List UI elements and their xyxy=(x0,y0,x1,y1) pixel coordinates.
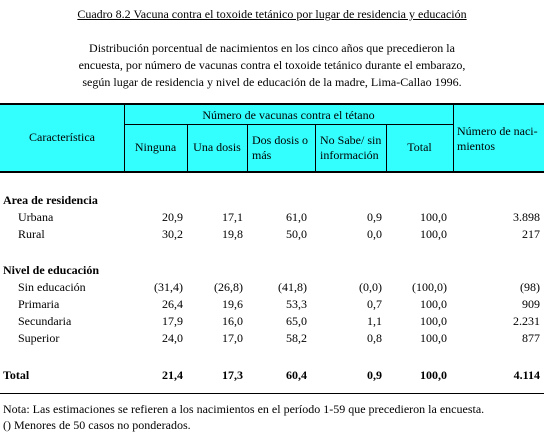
table-row xyxy=(0,209,544,226)
header-divider xyxy=(315,124,316,171)
header-vaccine-group: Número de vacunas contra el tétano xyxy=(202,108,375,122)
cell-value: 100,0 xyxy=(420,227,447,241)
cell-value: 877 xyxy=(522,331,540,345)
row-label: Superior xyxy=(18,331,60,345)
row-label: Urbana xyxy=(18,210,54,224)
cell-value: 17,9 xyxy=(162,314,183,328)
cell-value: 19,6 xyxy=(222,297,243,311)
cell-value: 1,1 xyxy=(367,314,382,328)
description-line: Distribución porcentual de nacimientos en los cinco años que precedieron la xyxy=(89,41,455,55)
cell-value: 4.114 xyxy=(513,368,540,382)
table-row xyxy=(0,330,544,347)
cell-value: 30,2 xyxy=(162,227,183,241)
cell-value: 100,0 xyxy=(420,297,447,311)
description-line: según lugar de residencia y nivel de educación de la madre, Lima-Callao 1996. xyxy=(82,75,462,89)
cell-value: 24,0 xyxy=(162,331,183,345)
cell-value: (41,8) xyxy=(278,280,307,294)
header-col-births: Número de naci- mientos xyxy=(457,124,538,153)
cell-value: (26,8) xyxy=(214,280,243,294)
table-header xyxy=(0,103,544,173)
cell-value: (98) xyxy=(520,280,540,294)
note-small-cases: () Menores de 50 casos no ponderados. xyxy=(3,418,191,432)
cell-value: 17,1 xyxy=(222,210,243,224)
table-description xyxy=(0,40,544,91)
cell-value: 0,8 xyxy=(367,331,382,345)
cell-value: 217 xyxy=(522,227,540,241)
cell-value: (100,0) xyxy=(412,280,447,294)
cell-value: 58,2 xyxy=(286,331,307,345)
header-characteristic: Característica xyxy=(29,130,95,144)
cell-value: 21,4 xyxy=(162,368,183,382)
cell-value: 19,8 xyxy=(222,227,243,241)
cell-value: 60,4 xyxy=(286,368,307,382)
table-row xyxy=(0,313,544,330)
cell-value: 0,7 xyxy=(367,297,382,311)
row-label: Primaria xyxy=(18,297,60,311)
table-row xyxy=(0,279,544,296)
cell-value: 16,0 xyxy=(222,314,243,328)
cell-value: 0,9 xyxy=(367,368,382,382)
cell-value: 53,3 xyxy=(286,297,307,311)
cell-value: 0,9 xyxy=(367,210,382,224)
note-estimates: Nota: Las estimaciones se refieren a los nacimientos en el período 1-59 que precedieron la encuesta. xyxy=(3,402,485,416)
header-col-una-dosis: Una dosis xyxy=(193,140,241,154)
cell-value: (0,0) xyxy=(359,280,382,294)
table-row xyxy=(0,226,544,243)
header-col-total: Total xyxy=(407,140,432,154)
table-bottom-rule xyxy=(0,393,544,394)
cell-value: 26,4 xyxy=(162,297,183,311)
cell-value: 3.898 xyxy=(513,210,540,224)
cell-value: 2.231 xyxy=(513,314,540,328)
cell-value: 100,0 xyxy=(420,368,447,382)
row-label: Sin educación xyxy=(18,280,86,294)
header-col-dos-dosis: Dos dosis o más xyxy=(252,133,309,162)
cell-value: (31,4) xyxy=(154,280,183,294)
description-line: encuesta, por número de vacunas contra el toxoide tetánico durante el embarazo, xyxy=(78,58,466,72)
cell-value: 0,0 xyxy=(367,227,382,241)
row-label: Area de residencia xyxy=(3,193,98,207)
cell-value: 100,0 xyxy=(420,314,447,328)
cell-value: 100,0 xyxy=(420,210,447,224)
section-title xyxy=(0,262,544,279)
row-label: Total xyxy=(3,368,30,382)
table-row xyxy=(0,296,544,313)
cell-value: 17,0 xyxy=(222,331,243,345)
table-caption xyxy=(0,7,544,21)
total-row xyxy=(0,367,544,384)
cell-value: 17,3 xyxy=(222,368,243,382)
header-col-no-sabe: No Sabe/ sin información xyxy=(320,133,382,162)
header-divider xyxy=(453,105,454,171)
header-group-rule xyxy=(124,124,453,125)
row-label: Secundaria xyxy=(18,314,72,328)
row-label: Rural xyxy=(18,227,45,241)
cell-value: 20,9 xyxy=(162,210,183,224)
header-divider xyxy=(247,124,248,171)
header-col-ninguna: Ninguna xyxy=(134,140,177,154)
caption-text: Cuadro 8.2 Vacuna contra el toxoide tetánico por lugar de residencia y educación xyxy=(77,7,467,21)
cell-value: 50,0 xyxy=(286,227,307,241)
section-title xyxy=(0,192,544,209)
cell-value: 100,0 xyxy=(420,331,447,345)
row-label: Nivel de educación xyxy=(3,263,99,277)
cell-value: 65,0 xyxy=(286,314,307,328)
cell-value: 61,0 xyxy=(286,210,307,224)
cell-value: 909 xyxy=(522,297,540,311)
